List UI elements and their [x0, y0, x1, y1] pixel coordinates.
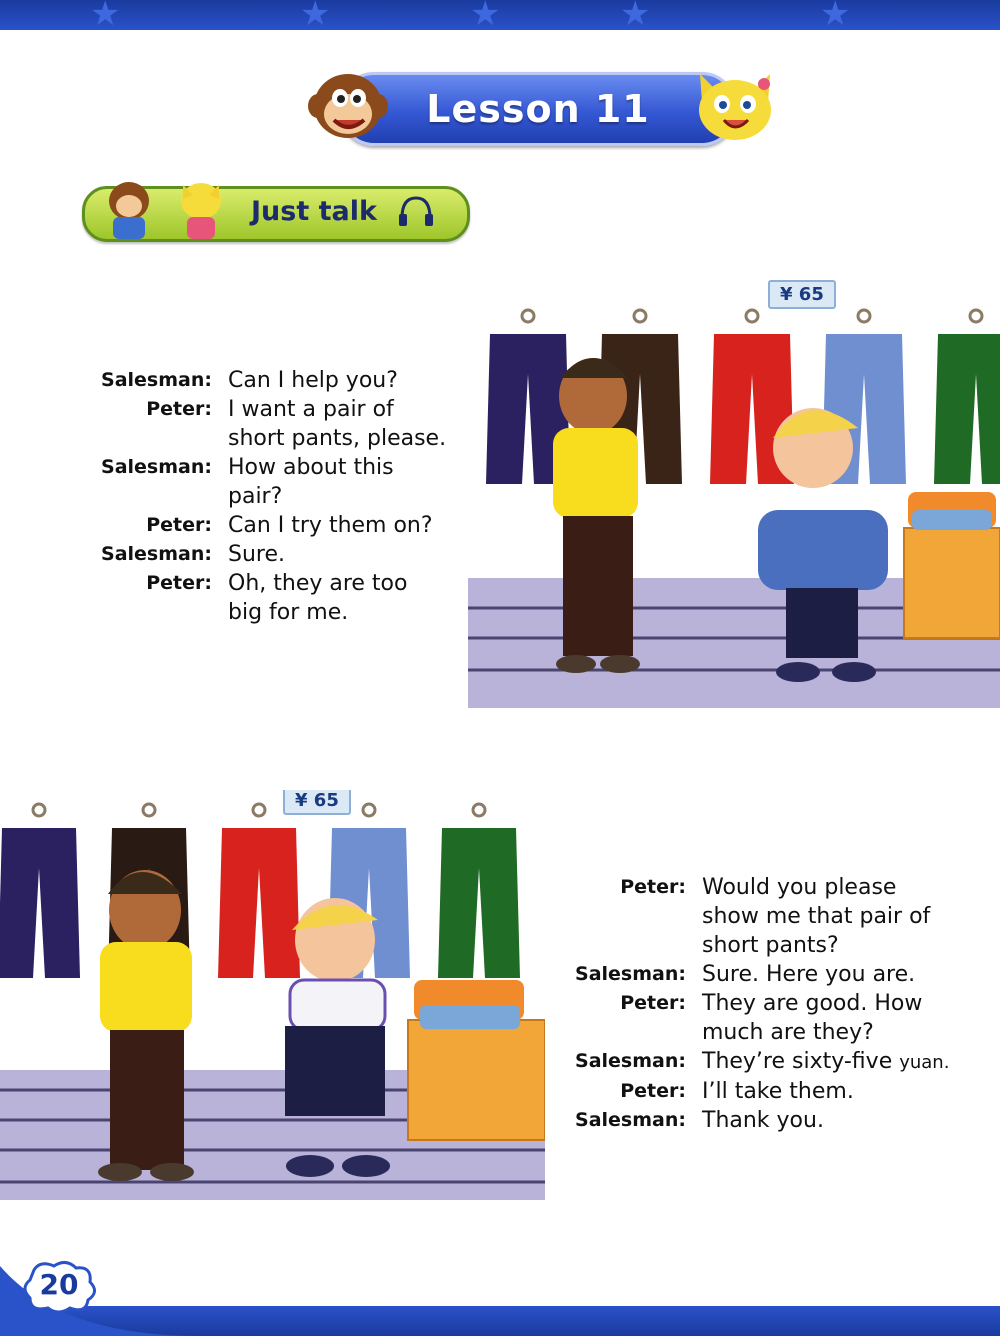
cat-face-icon: [690, 66, 780, 146]
lesson-title: Lesson 11: [426, 87, 650, 131]
shop-scene-1: [468, 278, 1000, 708]
utterance: Would you please show me that pair of short pants?: [702, 875, 931, 958]
utterance: They are good. How much are they?: [702, 991, 923, 1045]
hanging-pants: [934, 334, 1000, 484]
headphones-icon[interactable]: [396, 194, 436, 228]
utterance: Sure. Here you are.: [702, 962, 916, 987]
utterance: They’re sixty-five yuan.: [702, 1049, 950, 1074]
page-number: 20: [39, 1268, 79, 1301]
dialogue-line: [70, 366, 468, 395]
utterance: I want a pair of short pants, please.: [228, 397, 447, 451]
shop-scene-2: [0, 790, 545, 1200]
lesson-banner: [340, 72, 736, 146]
speaker-label: Peter:: [620, 1080, 686, 1102]
star-icon: ★: [300, 0, 331, 30]
speaker-label: Peter:: [620, 992, 686, 1014]
dialogue-line: [70, 540, 468, 569]
speaker-label: Salesman:: [575, 1109, 686, 1131]
star-icon: ★: [90, 0, 121, 30]
speaker-label: Peter:: [146, 398, 212, 420]
speaker-label: Peter:: [620, 876, 686, 898]
section-label: Just talk: [251, 196, 377, 227]
speaker-label: Salesman:: [575, 1050, 686, 1072]
star-icon: ★: [820, 0, 851, 30]
dialogue-line: [548, 873, 972, 960]
shop-illustration-1: [468, 278, 1000, 708]
dialogue-2: [548, 873, 972, 1135]
shop-illustration-2: [0, 790, 545, 1200]
dialogue-line: [70, 511, 468, 540]
dialogue-line: [548, 989, 972, 1047]
dialogue-line: [548, 960, 972, 989]
dialogue-line: [70, 395, 468, 453]
dialogue-line: [548, 1106, 972, 1135]
price-tag: ¥ 65: [283, 790, 351, 815]
speaker-label: Peter:: [146, 572, 212, 594]
speaker-label: Salesman:: [575, 963, 686, 985]
dialogue-line: [548, 1047, 972, 1077]
utterance: Oh, they are too big for me.: [228, 571, 408, 625]
speaker-label: Salesman:: [101, 369, 212, 391]
dialogue-1: [70, 366, 468, 627]
utterance: Can I try them on?: [228, 513, 433, 538]
speaker-label: Salesman:: [101, 456, 212, 478]
dialogue-line: [548, 1077, 972, 1106]
mascots-icon: [89, 171, 239, 239]
utterance: Sure.: [228, 542, 285, 567]
star-icon: ★: [470, 0, 501, 30]
dialogue-line: [70, 453, 468, 511]
utterance: How about this pair?: [228, 455, 394, 509]
price-tag: ¥ 65: [768, 280, 836, 309]
utterance: I’ll take them.: [702, 1079, 854, 1104]
speaker-label: Salesman:: [101, 543, 212, 565]
utterance: Can I help you?: [228, 368, 398, 393]
top-decorative-band: [0, 0, 1000, 30]
dialogue-line: [70, 569, 468, 627]
speaker-label: Peter:: [146, 514, 212, 536]
star-icon: ★: [620, 0, 651, 30]
utterance: Thank you.: [702, 1108, 824, 1133]
monkey-face-icon: [306, 66, 390, 146]
